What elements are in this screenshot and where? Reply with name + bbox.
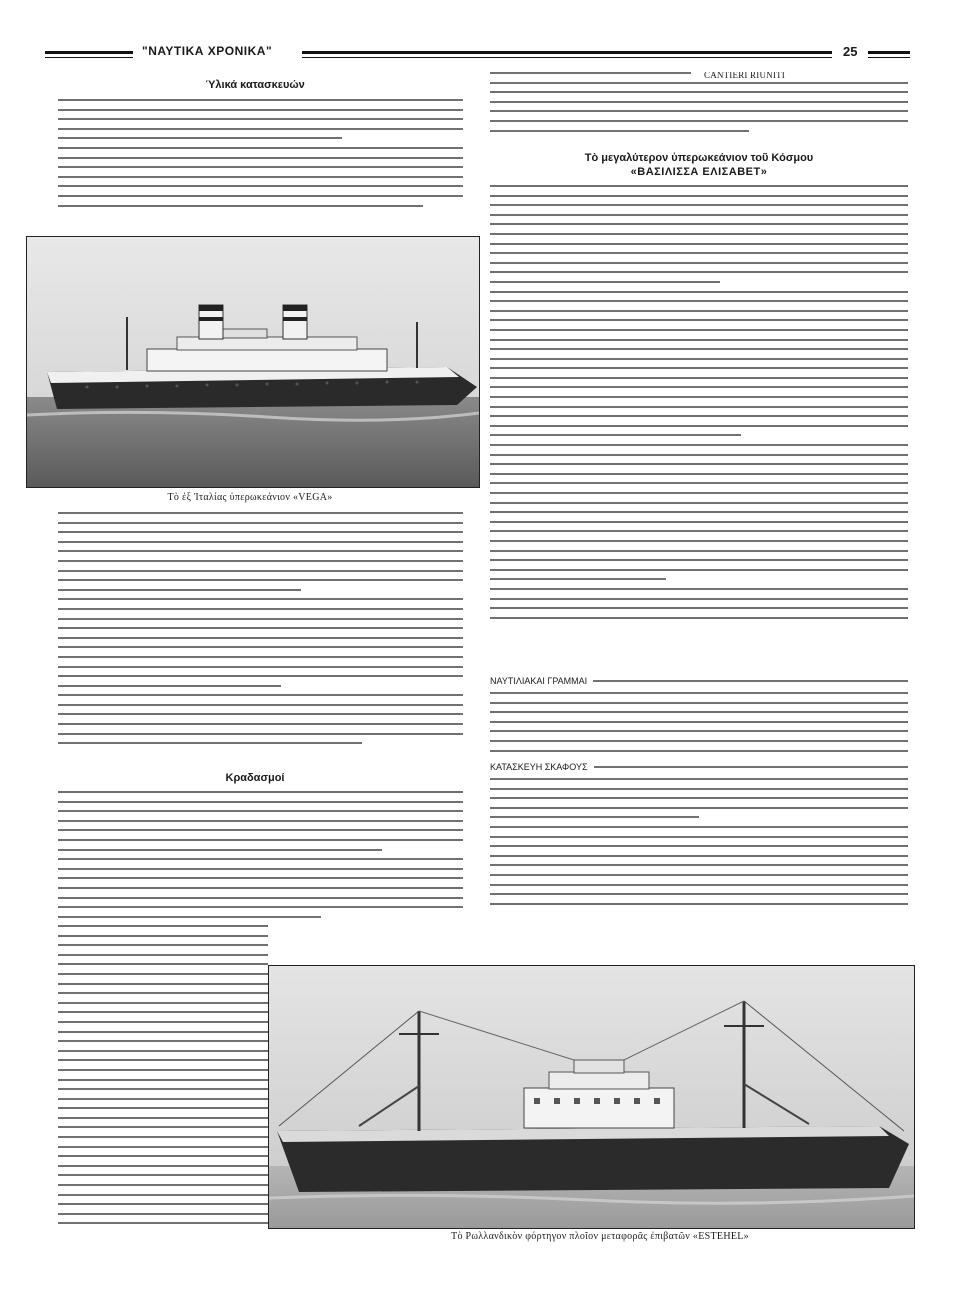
header-rule-left-thin — [45, 57, 133, 58]
section-heading-materials: Ύλικά κατασκευών — [205, 79, 305, 91]
masthead: "ΝΑΥΤΙΚΑ ΧΡΟΝΙΚΑ" — [142, 44, 273, 58]
text-block-vibrations — [58, 791, 463, 921]
section-heading-vibrations: Κραδασμοί — [225, 772, 285, 784]
photo-cargo-ship — [268, 965, 915, 1229]
header-rule-right-thin — [302, 57, 832, 58]
text-block-narrow-left — [58, 925, 268, 1225]
caption-cargo-ship: Τὸ Ρωλλανδικὸν φόρτηγον πλοῖον μεταφορᾶς ἐπιβατῶν «ΕSTEHEL» — [451, 1231, 749, 1242]
caption-ocean-liner: Τὸ ἐξ Ἰταλίας ὑπερωκεάνιον «VEGA» — [167, 492, 333, 503]
header-rule-right — [302, 51, 832, 54]
text-block-naval-lines — [490, 676, 908, 756]
feature-heading-line1: Τὸ μεγαλύτερον ὑπερωκεάνιον τοῦ Κόσμου — [584, 152, 814, 164]
page-number: 25 — [843, 44, 858, 59]
text-block-queen-elizabeth — [490, 185, 908, 675]
subheading-naval-lines: ΝΑΥΤΙΛΙΑΚΑΙ ΓΡΑΜΜΑΙ — [490, 676, 588, 686]
photo-ocean-liner — [26, 236, 480, 488]
header-rule-left — [45, 51, 133, 54]
fragment-cantieri: CANTIERI RIUNITI — [704, 72, 785, 80]
subheading-construction: ΚΑΤΑΣΚΕΥΗ ΣΚΑΦΟΥΣ — [490, 762, 588, 772]
text-block-left-continued — [58, 512, 463, 767]
header-rule-end — [868, 51, 910, 54]
text-block-right-top — [490, 72, 908, 144]
text-block-materials — [58, 99, 463, 219]
feature-heading-line2: «ΒΑΣΙΛΙΣΣΑ ΕΛΙΣΑΒΕΤ» — [630, 166, 768, 178]
header-rule-end-thin — [868, 57, 910, 58]
text-block-construction — [490, 762, 908, 907]
